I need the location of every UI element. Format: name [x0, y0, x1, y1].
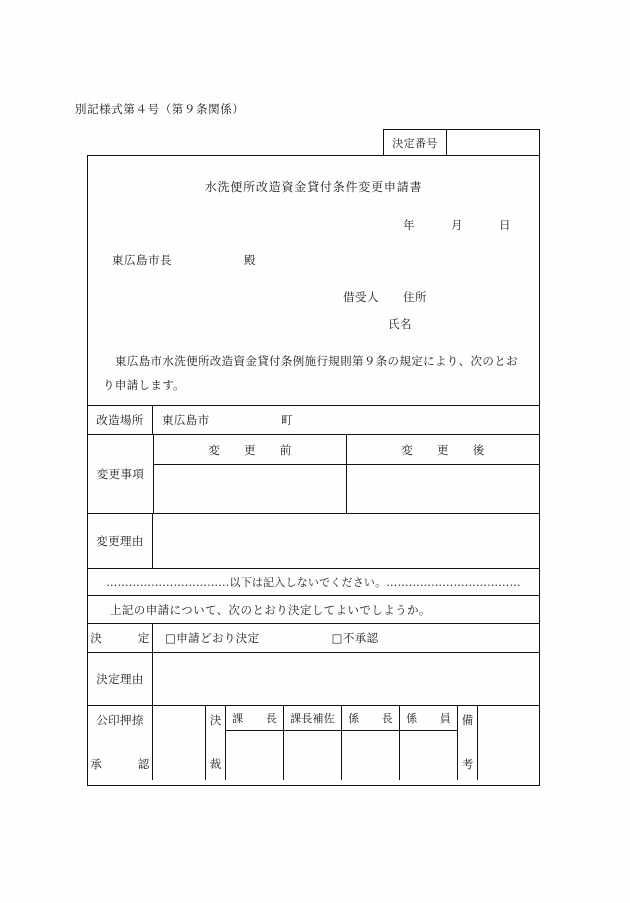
decision-label: 決 定	[88, 624, 153, 652]
decision-reason-label: 決定理由	[88, 653, 153, 705]
column-header-before: 変 更 前	[154, 435, 347, 464]
row-decision	[88, 623, 539, 652]
signature-column-staff	[400, 706, 458, 780]
checkbox-reject[interactable]: □不承認	[331, 631, 379, 645]
signature-field-staff[interactable]	[400, 731, 457, 780]
signature-header-staff: 係 員	[400, 706, 457, 731]
signature-columns	[226, 706, 458, 780]
signature-header-section-chief: 課 長	[226, 706, 283, 731]
signature-column-section-chief	[226, 706, 284, 780]
row-change-items	[88, 434, 539, 513]
seal-label-top: 公印押捺	[96, 713, 144, 727]
change-reason-field[interactable]	[153, 514, 539, 568]
remarks-field[interactable]	[478, 706, 539, 780]
form-number-caption: 別記様式第４号（第９条関係）	[75, 102, 245, 116]
signature-column-assistant-chief	[284, 706, 342, 780]
form-frame	[87, 155, 540, 786]
signature-header-team-leader: 係 長	[342, 706, 399, 731]
row-decision-reason	[88, 652, 539, 705]
decision-reason-field[interactable]	[153, 653, 539, 705]
approval-table	[88, 705, 539, 780]
signature-field-assistant-chief[interactable]	[284, 731, 341, 780]
kessai-char-bottom: 裁	[209, 757, 222, 771]
change-items-after-field[interactable]	[347, 465, 539, 513]
seal-stamp-area[interactable]	[153, 706, 206, 780]
change-items-label: 変更事項	[88, 435, 154, 513]
signature-field-team-leader[interactable]	[342, 731, 399, 780]
row-change-reason	[88, 513, 539, 568]
borrower-name-label: 氏名	[388, 317, 412, 331]
seal-approval-label	[88, 706, 153, 780]
signature-column-team-leader	[342, 706, 400, 780]
change-items-before-field[interactable]	[154, 465, 347, 513]
borrower-address-label: 借受人 住所	[343, 290, 427, 304]
decision-number-field[interactable]	[447, 130, 539, 155]
renovation-location-label: 改造場所	[88, 406, 153, 434]
row-renovation-location	[88, 405, 539, 434]
form-header-area	[88, 156, 539, 405]
renovation-location-field[interactable]: 東広島市 町	[162, 413, 293, 427]
signature-header-assistant-chief: 課長補佐	[284, 706, 341, 731]
kessai-char-top: 決	[209, 713, 222, 727]
signature-field-section-chief[interactable]	[226, 731, 283, 780]
remarks-vertical-label	[458, 706, 478, 780]
kessai-vertical-label	[206, 706, 226, 780]
change-reason-label: 変更理由	[88, 514, 153, 568]
application-statement: 東広島市水洗便所改造資金貸付条例施行規則第９条の規定により、次のとおり申請します。	[103, 354, 518, 392]
decision-number-box	[383, 129, 540, 156]
remarks-char-bottom: 考	[461, 757, 474, 771]
document-title: 水洗便所改造資金貸付条件変更申請書	[204, 180, 423, 194]
decision-question: 上記の申請について、次のとおり決定してよいでしようか。	[88, 595, 539, 623]
do-not-fill-notice: ……………………………以下は記入しないでください。………………………………	[88, 568, 539, 595]
checkbox-approve-as-applied[interactable]: □申請どおり決定	[165, 631, 260, 645]
addressee-line: 東広島市長 殿	[112, 253, 256, 267]
decision-options	[153, 624, 539, 652]
decision-number-label: 決定番号	[384, 130, 447, 155]
column-header-after: 変 更 後	[401, 442, 485, 457]
seal-label-bottom: 承 認	[90, 757, 150, 771]
date-line: 年 月 日	[403, 218, 511, 232]
remarks-char-top: 備	[461, 713, 474, 727]
